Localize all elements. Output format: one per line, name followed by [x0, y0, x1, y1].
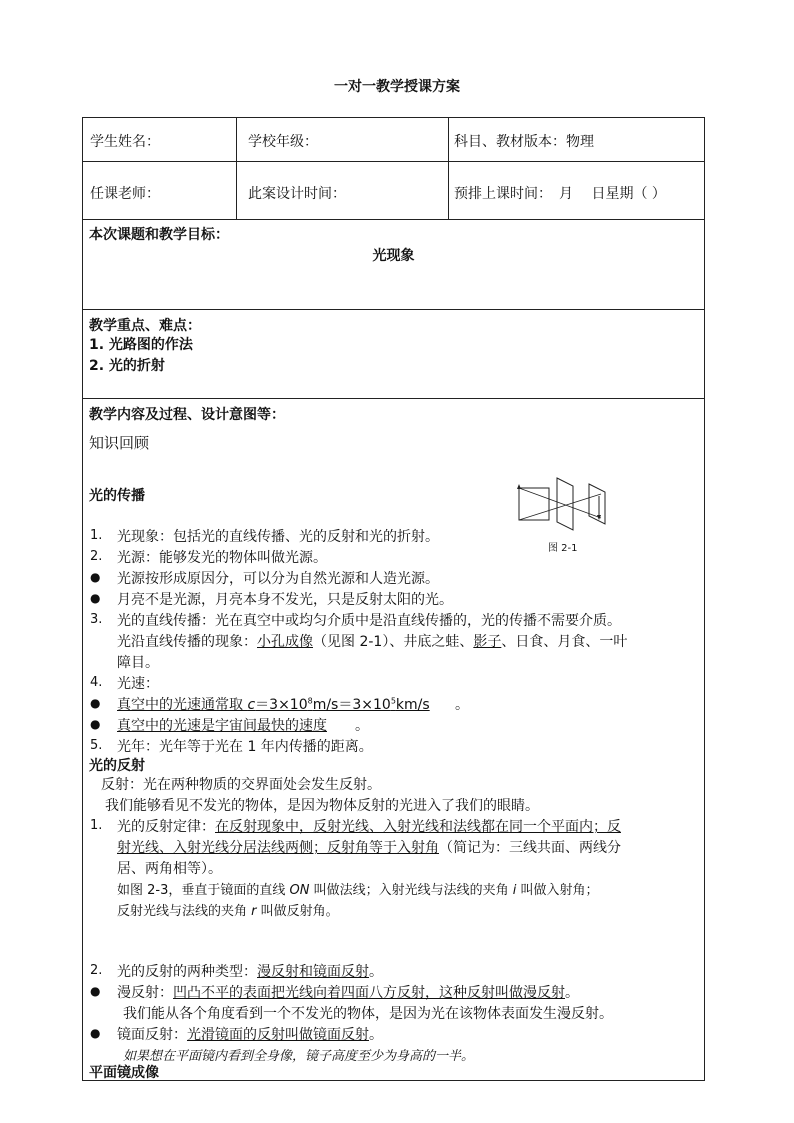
text: （简记为：三线共面、两线分 [439, 840, 621, 856]
reflection-definition: 反射：光在两种物质的交界面处会发生反射。 [101, 777, 381, 793]
bullet-icon: ● [90, 591, 101, 605]
document-title: 一对一教学授课方案 [334, 79, 460, 95]
propagation-point-1: 光现象：包括光的直线传播、光的反射和光的折射。 [117, 529, 439, 545]
focus-item-1: 1. 光路图的作法 [89, 337, 193, 353]
propagation-heading: 光的传播 [89, 488, 145, 504]
list-number: 3. [90, 612, 103, 627]
reflection-angle [117, 900, 339, 919]
light-year: 光年：光年等于光在 1 年内传播的距离。 [117, 739, 373, 755]
text: 叫做反射角。 [256, 904, 339, 919]
figure-2-1-pinhole-diagram [515, 474, 615, 534]
text: 反射光线与法线的夹角 [117, 904, 252, 919]
text-underlined: 凹凸不平的表面把光线向着四面八方反射，这种反射叫做漫反射 [173, 985, 565, 1001]
reflection-types [117, 961, 383, 981]
text: 光沿直线传播的现象： [117, 634, 257, 650]
figure-2-1-caption: 图 2-1 [548, 543, 578, 554]
topic-title: 光现象 [372, 248, 415, 264]
focus-label: 教学重点、难点： [89, 318, 201, 334]
reflection-law-2 [117, 837, 621, 857]
reflection-visibility: 我们能够看见不发光的物体，是因为物体反射的光进入了我们的眼睛。 [105, 798, 539, 814]
reflection-law-1 [117, 816, 621, 836]
text: 。 [369, 964, 383, 980]
text: 。 [369, 1027, 383, 1043]
text-underlined: 光滑镜面的反射叫做镜面反射 [187, 1027, 369, 1043]
list-number: 1. [90, 528, 103, 543]
text: c [247, 697, 256, 713]
text: 叫做法线；入射光线与法线的夹角 [309, 883, 513, 898]
bullet-icon: ● [90, 984, 101, 998]
propagation-point-5: 光的直线传播：光在真空中或均匀介质中是沿直线传播的，光的传播不需要介质。 [117, 613, 621, 629]
text: km/s [395, 697, 430, 713]
propagation-point-2: 光源：能够发光的物体叫做光源。 [117, 550, 327, 566]
text: i [512, 883, 517, 898]
text-underlined: 漫反射和镜面反射 [257, 964, 369, 980]
row-divider [83, 161, 704, 162]
design-time-field: 此案设计时间： [248, 186, 346, 202]
mirror-heading: 平面镜成像 [89, 1065, 159, 1081]
text-underlined: 小孔成像 [257, 634, 313, 650]
text: 、日食、月食、一叶 [501, 634, 628, 650]
text: 真空中的光速通常取 [117, 697, 248, 713]
text: ＝3×10 [255, 697, 308, 713]
text: 如图 2-3，垂直于镜面的直线 [117, 883, 290, 898]
bullet-icon: ● [90, 717, 101, 731]
column-divider [448, 118, 449, 219]
speed-heading: 光速： [117, 676, 159, 692]
text-underlined: 射光线、入射光线分居法线两侧；反射角等于入射角 [117, 840, 439, 856]
review-heading: 知识回顾 [89, 434, 150, 452]
lesson-plan-table [82, 117, 705, 1081]
specular-reflection [117, 1024, 383, 1044]
column-divider [236, 118, 237, 219]
subject-field: 科目、教材版本：物理 [454, 134, 594, 150]
list-number: 4. [90, 675, 103, 690]
mirror-height-note: 如果想在平面镜内看到全身像，镜子高度至少为身高的一半。 [123, 1049, 475, 1064]
text: 镜面反射： [117, 1027, 187, 1043]
speed-fact: 真空中的光速是宇宙间最快的速度 [117, 718, 327, 734]
school-grade-field: 学校年级： [248, 134, 318, 150]
text: 叫做入射角； [516, 883, 599, 898]
diffuse-explanation: 我们能从各个角度看到一个不发光的物体，是因为光在该物体表面发生漫反射。 [123, 1006, 613, 1022]
schedule-field: 预排上课时间： 月 日星期（ ） [454, 186, 666, 202]
text: r [251, 904, 257, 919]
punct: 。 [455, 697, 469, 713]
reflection-normal [117, 879, 599, 898]
propagation-point-4: 月亮不是光源，月亮本身不发光，只是反射太阳的光。 [117, 592, 453, 608]
topic-label: 本次课题和教学目标： [89, 227, 229, 243]
bullet-icon: ● [90, 570, 101, 584]
bullet-icon: ● [90, 1026, 101, 1040]
text: 光的反射定律： [117, 819, 215, 835]
text-underlined: 影子 [473, 634, 502, 650]
text: 。 [565, 985, 579, 1001]
list-number: 2. [90, 963, 103, 978]
text-underlined: 在反射现象中，反射光线、入射光线和法线都在同一个平面内；反 [215, 819, 621, 835]
propagation-point-3: 光源按形成原因分，可以分为自然光源和人造光源。 [117, 571, 439, 587]
speed-value [117, 694, 430, 714]
text: 漫反射： [117, 985, 173, 1001]
list-number: 2. [90, 549, 103, 564]
teacher-field: 任课老师： [90, 186, 160, 202]
text: 5 [390, 696, 396, 706]
diffuse-reflection [117, 982, 579, 1002]
text: （见图 2-1）、井底之蛙、 [313, 634, 474, 650]
reflection-law-3: 居、两角相等）。 [117, 861, 222, 877]
student-name-field: 学生姓名： [90, 134, 160, 150]
row-divider [83, 309, 704, 310]
content-label: 教学内容及过程、设计意图等： [89, 407, 285, 423]
focus-item-2: 2. 光的折射 [89, 358, 165, 374]
list-number: 5. [90, 738, 103, 753]
list-number: 1. [90, 818, 103, 833]
text: m/s＝3×10 [312, 697, 391, 713]
text: 光的反射的两种类型： [117, 964, 257, 980]
reflection-heading: 光的反射 [89, 758, 145, 774]
row-divider [83, 398, 704, 399]
bullet-icon: ● [90, 696, 101, 710]
row-divider [83, 219, 704, 220]
propagation-examples [117, 631, 627, 651]
punct: 。 [355, 718, 369, 734]
propagation-examples-end: 障目。 [117, 655, 159, 671]
text: 8 [307, 696, 313, 706]
text: ON [289, 883, 310, 898]
